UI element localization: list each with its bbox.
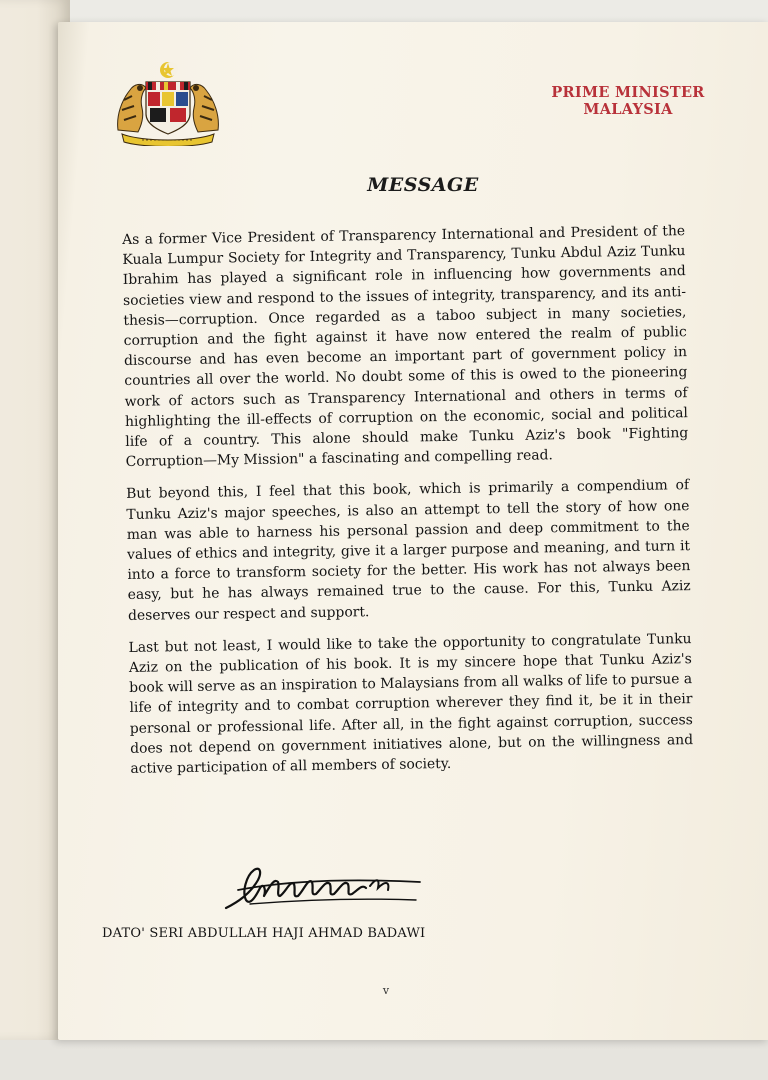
page-number: v xyxy=(382,984,390,997)
paragraph-1: As a former Vice President of Transparency International and President of the Kuala Lumpur Society for Integrity and Transparency, Tunku Abdul Aziz Tunku Ibrahim has played a significant role in influencing how governments and societies view and respond to the issues of integrity, transparency, and its anti-thesis—corruption. Once regarded as a taboo subject in many societies, corruption and the fight against it have now entered the realm of public discourse and has even become an important part of government policy in countries all over the world. No doubt some of this is owed to the pioneering work of actors such as Transparency International and others in terms of highlighting the ill-effects of corruption on the economic, social and political life of a country. This alone should make Tunku Aziz's book "Fighting Corruption—My Mission" a fascinating and compelling read. xyxy=(122,223,689,471)
coat-of-arms-icon xyxy=(112,60,224,146)
page-title: MESSAGE xyxy=(367,174,479,196)
handwritten-signature-icon xyxy=(220,856,430,918)
paragraph-2: But beyond this, I feel that this book, which is primarily a compendium of Tunku Aziz's major speeches, is also an attempt to tell the story of how one man was able to harness his personal passion and deep commitment to the values of ethics and integrity, give it a larger purpose and meaning, and turn it into a force to transform society for the better. His work has not always been easy, but he has always remained true to the cause. For this, Tunku Aziz deserves our respect and support. xyxy=(126,477,691,624)
signatory-name: DATO' SERI ABDULLAH HAJI AHMAD BADAWI xyxy=(102,926,426,941)
message-body xyxy=(122,221,694,791)
office-line-1: PRIME MINISTER xyxy=(551,84,705,101)
paragraph-3: Last but not least, I would like to take the opportunity to congratulate Tunku Aziz on the publication of his book. It is my sincere hope that Tunku Aziz's book will serve as an inspiration to Malaysians from all walks of life to pursue a life of integrity and to combat corruption wherever they find it, be it in their personal or professional life. After all, in the fight against corruption, success does not depend on government initiatives alone, but on the willingness and active participation of all members of society. xyxy=(128,630,694,778)
book-page xyxy=(58,22,768,1040)
office-line-2: MALAYSIA xyxy=(583,101,673,118)
office-heading xyxy=(528,84,728,118)
